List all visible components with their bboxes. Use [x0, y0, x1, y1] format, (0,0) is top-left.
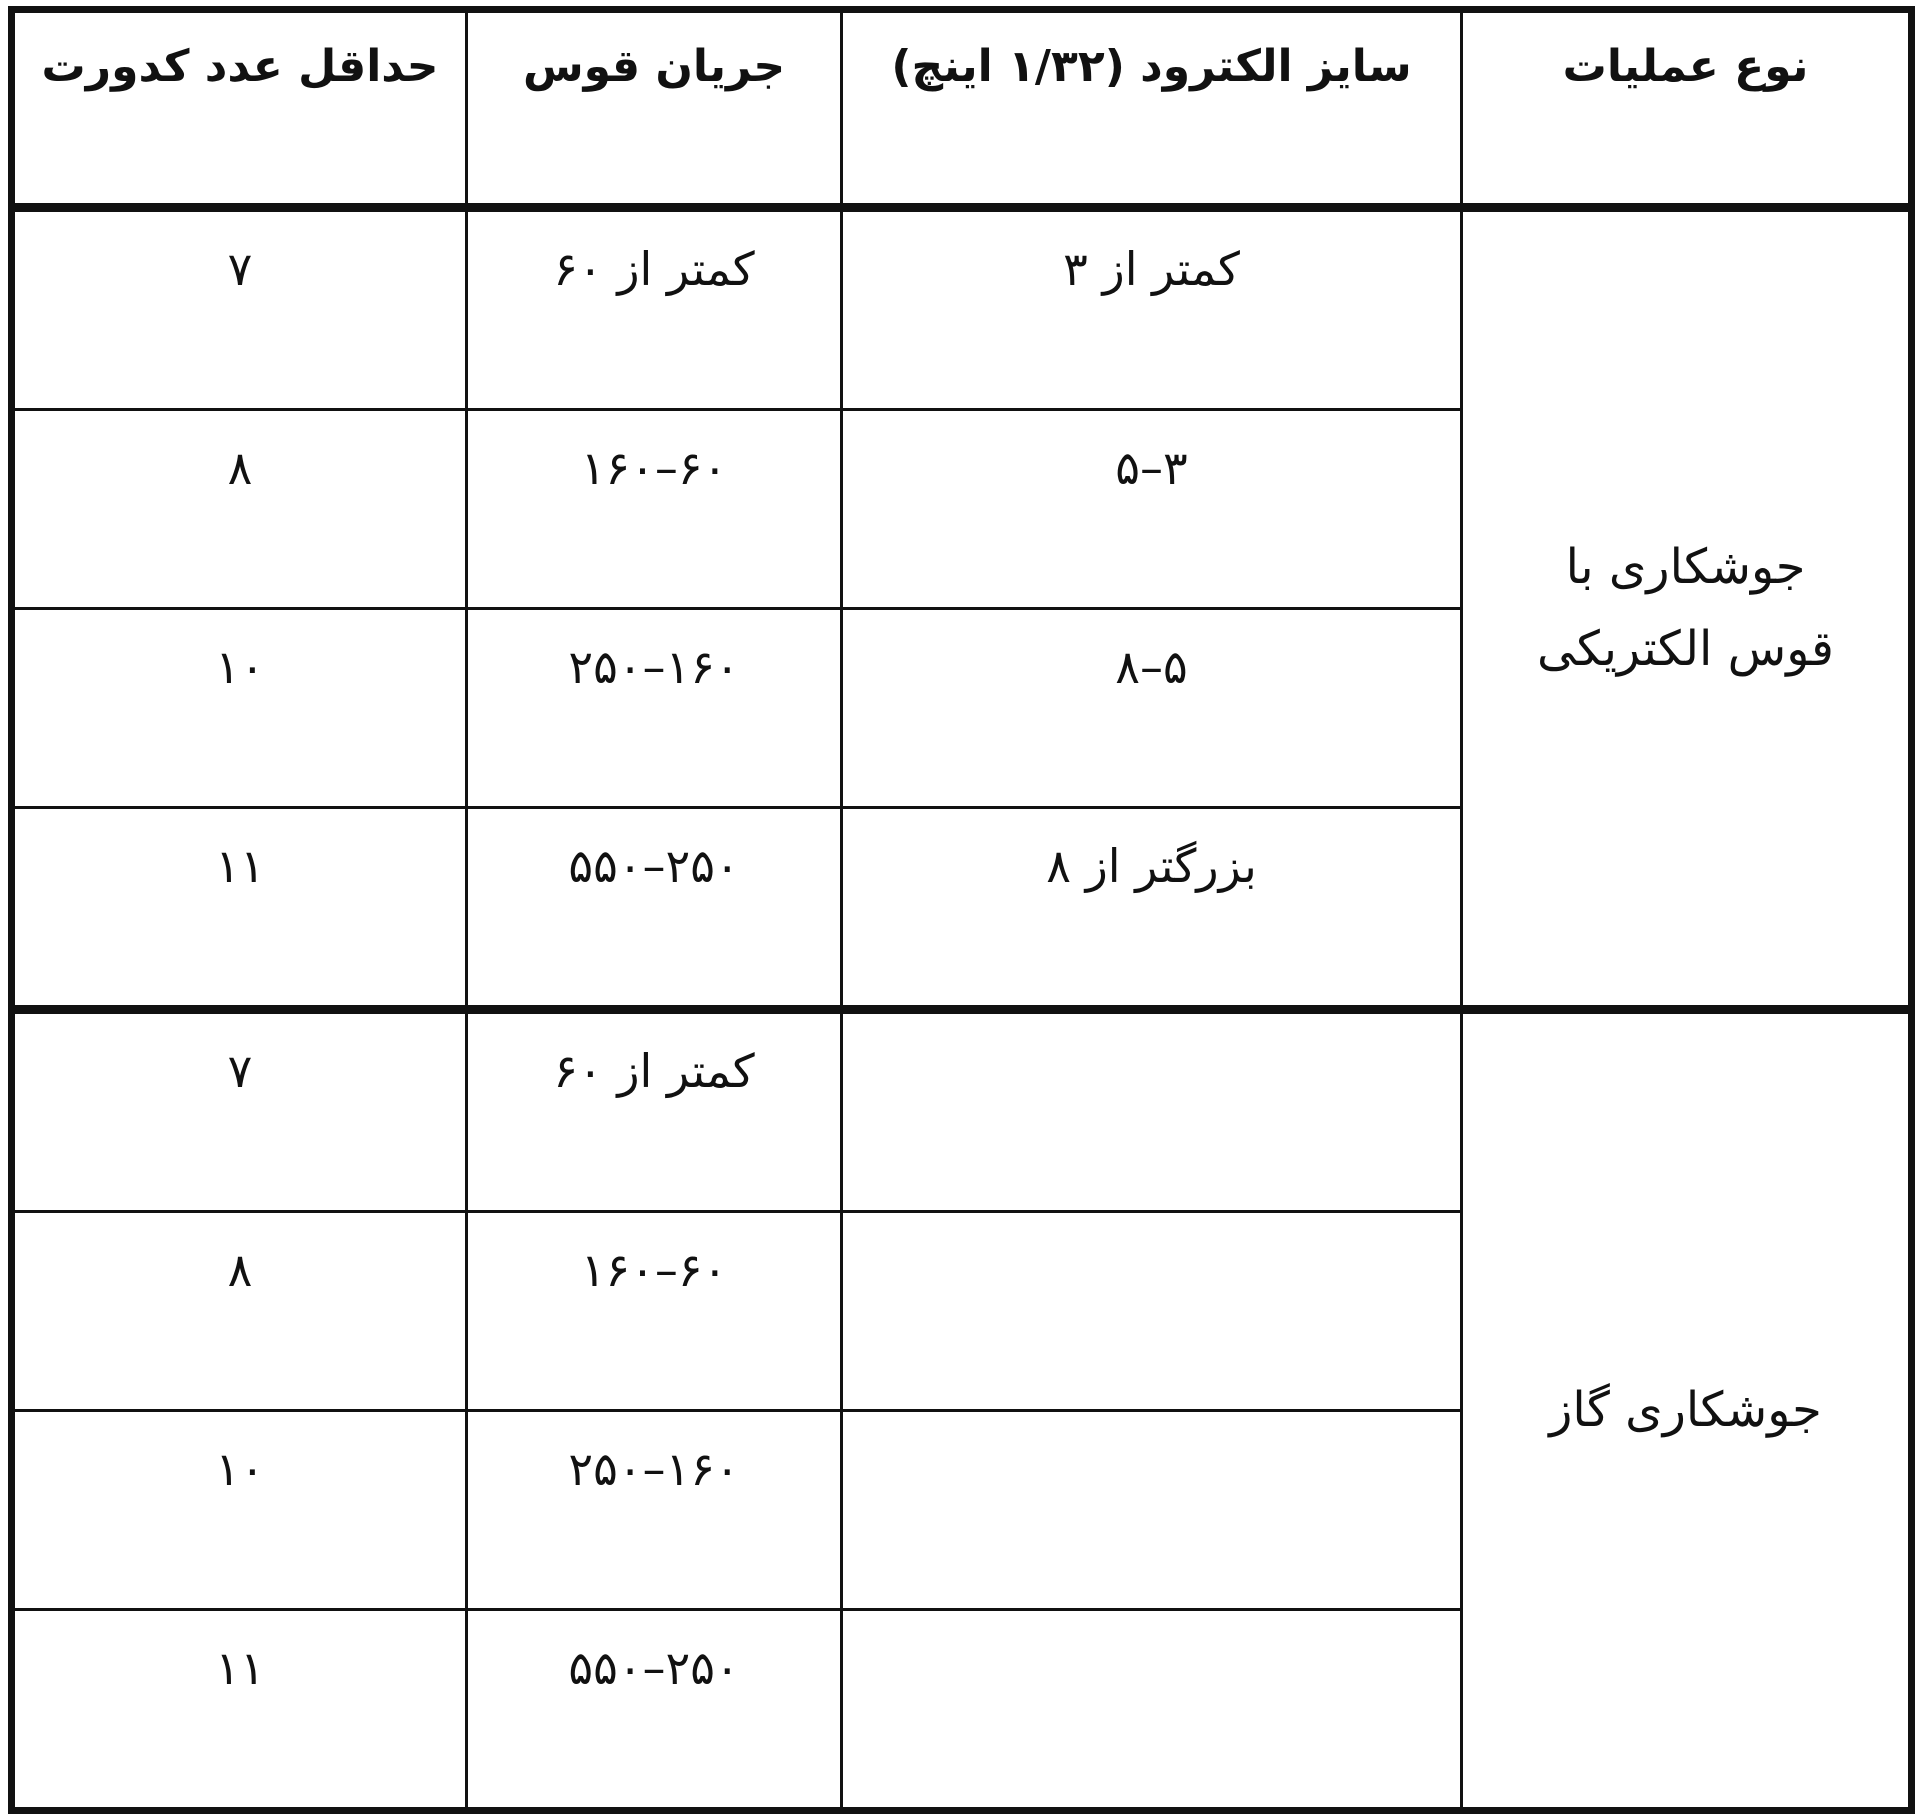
arc-current-cell: ۶۰–۱۶۰ [467, 410, 842, 609]
header-row [12, 10, 1912, 208]
min-shade-cell: ۷ [12, 1010, 467, 1212]
header-min-shade: حداقل عدد کدورت [12, 10, 467, 208]
arc-current-cell: کمتر از ۶۰ [467, 208, 842, 410]
electrode-size-cell [842, 1610, 1462, 1811]
min-shade-cell: ۸ [12, 410, 467, 609]
header-electrode-size: سایز الکترود (۱/۳۲ اینچ) [842, 10, 1462, 208]
min-shade-cell: ۷ [12, 208, 467, 410]
arc-current-cell: ۶۰–۱۶۰ [467, 1212, 842, 1411]
group-label-cell [1462, 208, 1912, 1010]
min-shade-cell: ۸ [12, 1212, 467, 1411]
operation-type-gas: جوشکاری گاز [1549, 1381, 1822, 1438]
table-row [12, 208, 1912, 410]
arc-current-cell: ۱۶۰–۲۵۰ [467, 609, 842, 808]
welding-shade-table [8, 6, 1915, 1814]
min-shade-cell: ۱۰ [12, 1411, 467, 1610]
header-arc-current: جریان قوس [467, 10, 842, 208]
electrode-size-cell: کمتر از ۳ [842, 208, 1462, 410]
arc-current-cell: کمتر از ۶۰ [467, 1010, 842, 1212]
min-shade-cell: ۱۰ [12, 609, 467, 808]
electrode-size-cell: بزرگتر از ۸ [842, 808, 1462, 1010]
min-shade-cell: ۱۱ [12, 1610, 467, 1811]
table-row [12, 1010, 1912, 1212]
table-frame [8, 6, 1908, 1695]
electrode-size-cell [842, 1212, 1462, 1411]
min-shade-cell: ۱۱ [12, 808, 467, 1010]
arc-current-cell: ۲۵۰–۵۵۰ [467, 1610, 842, 1811]
arc-current-cell: ۱۶۰–۲۵۰ [467, 1411, 842, 1610]
arc-current-cell: ۲۵۰–۵۵۰ [467, 808, 842, 1010]
operation-type-arc: جوشکاری با قوس الکتریکی [1537, 538, 1834, 677]
group-label-cell [1462, 1010, 1912, 1811]
header-operation-type: نوع عملیات [1462, 10, 1912, 208]
electrode-size-cell: ۳–۵ [842, 410, 1462, 609]
electrode-size-cell [842, 1411, 1462, 1610]
electrode-size-cell: ۵–۸ [842, 609, 1462, 808]
electrode-size-cell [842, 1010, 1462, 1212]
